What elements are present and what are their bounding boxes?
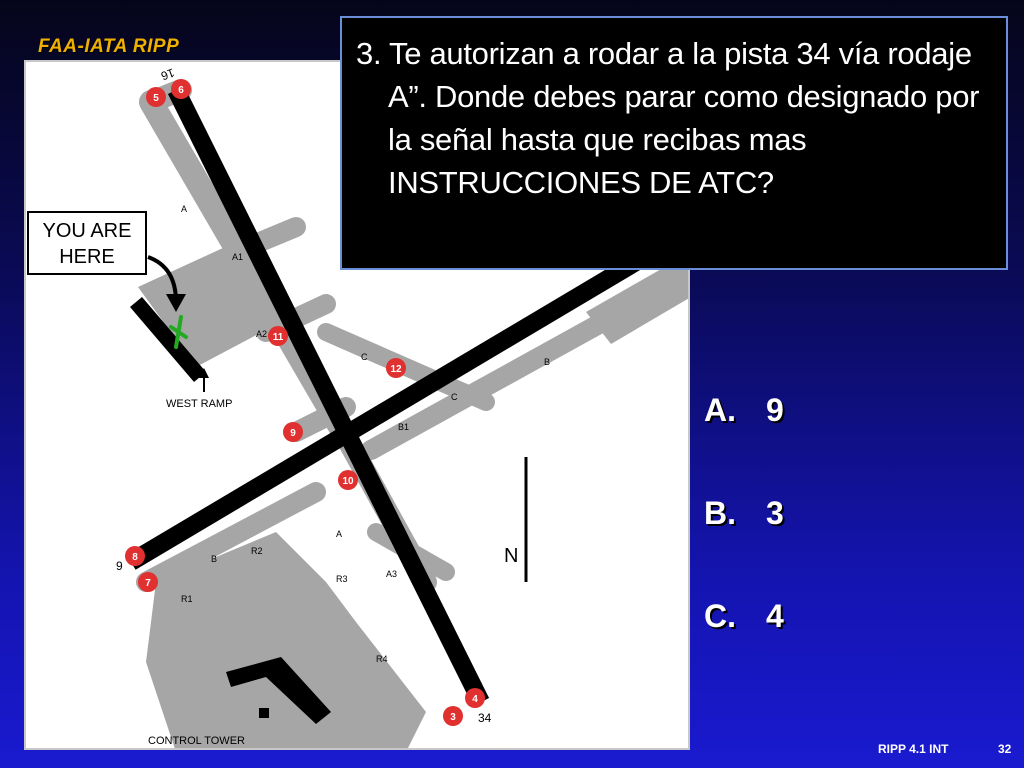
answer-option-b[interactable] (704, 495, 784, 598)
north-label: N (504, 545, 519, 567)
marker-3 (443, 706, 463, 726)
west-ramp-label: WEST RAMP (166, 398, 233, 410)
taxiway-label-r1: R1 (181, 594, 193, 604)
answer-option-c[interactable] (704, 598, 784, 701)
footer-label: RIPP 4.1 INT (878, 742, 949, 756)
marker-4 (465, 688, 485, 708)
marker-12 (386, 358, 406, 378)
svg-text:3: 3 (450, 712, 456, 723)
taxiway-label-r2: R2 (251, 546, 263, 556)
brand-title: FAA-IATA RIPP (38, 36, 180, 57)
taxiway-label-b1: B1 (398, 422, 410, 432)
svg-text:6: 6 (178, 85, 184, 96)
svg-text:5: 5 (153, 93, 159, 104)
taxiway-label-a-south: A (336, 529, 343, 539)
marker-8 (125, 546, 145, 566)
taxiway-label-c: C (361, 352, 368, 362)
runway-34-label: 34 (478, 711, 492, 725)
marker-9 (283, 422, 303, 442)
taxiway-label-b-south: B (211, 554, 218, 564)
taxiway-label-a3: A3 (386, 569, 398, 579)
answer-letter: A. (704, 392, 736, 428)
control-tower-icon (259, 708, 269, 718)
answer-value: 4 (766, 598, 784, 634)
svg-text:12: 12 (390, 364, 402, 375)
svg-text:8: 8 (132, 552, 138, 563)
answer-list (704, 392, 784, 701)
svg-text:9: 9 (290, 428, 296, 439)
marker-7 (138, 572, 158, 592)
taxiway-label-b: B (544, 357, 551, 367)
svg-text:11: 11 (272, 332, 284, 343)
runway-9-label: 9 (116, 559, 123, 573)
control-tower-label: CONTROL TOWER (148, 735, 245, 747)
svg-text:4: 4 (472, 694, 478, 705)
taxiway-label-c2: C (451, 392, 458, 402)
taxiway-label-a: A (181, 204, 188, 214)
question-box (340, 16, 1008, 270)
answer-letter: C. (704, 598, 736, 634)
taxiway-label-a1: A1 (232, 252, 244, 262)
marker-5 (146, 87, 166, 107)
page-number: 32 (998, 742, 1012, 756)
taxiway-label-a2: A2 (256, 329, 268, 339)
answer-letter: B. (704, 495, 736, 531)
you-are-here-line1: YOU ARE (42, 220, 132, 242)
svg-text:10: 10 (342, 476, 354, 487)
taxiway-label-r4: R4 (376, 654, 388, 664)
marker-6 (171, 79, 191, 99)
svg-text:7: 7 (145, 578, 151, 589)
answer-option-a[interactable] (704, 392, 784, 495)
answer-value: 9 (766, 392, 784, 428)
you-are-here-line2: HERE (59, 246, 115, 268)
question-text: 3. Te autorizan a rodar a la pista 34 vía rodaje A”. Donde debes parar como designado por la señal hasta que recibas mas INSTRUCCIONES DE ATC? (356, 36, 980, 200)
marker-11 (268, 326, 288, 346)
taxiway-label-r3: R3 (336, 574, 348, 584)
marker-10 (338, 470, 358, 490)
answer-value: 3 (766, 495, 784, 531)
runway-16-label: 16 (159, 65, 177, 84)
